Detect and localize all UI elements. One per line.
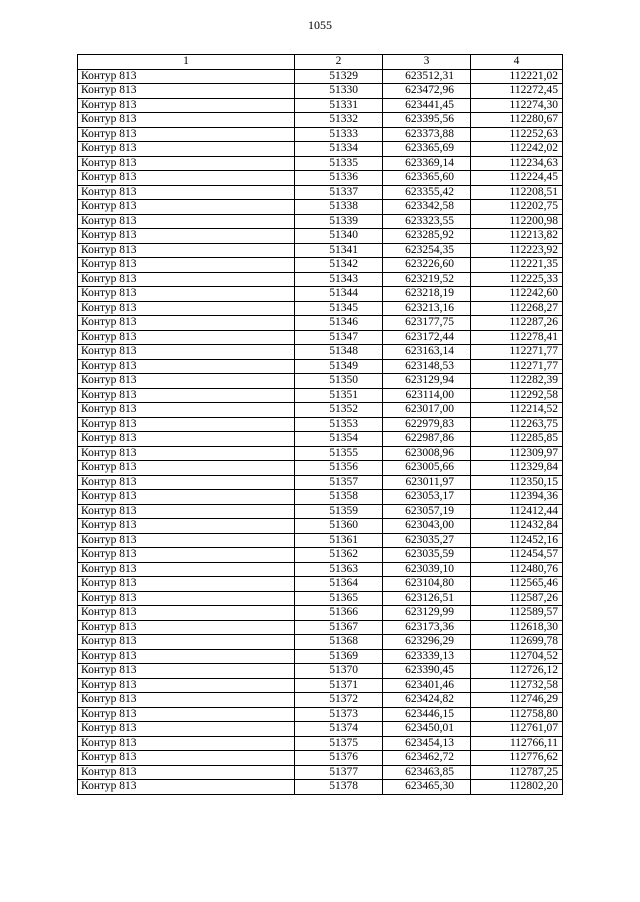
point-number-cell: 51340 [295,229,383,244]
x-coordinate-cell: 623035,27 [383,533,471,548]
x-coordinate-cell: 623254,35 [383,243,471,258]
table-row [78,562,563,577]
point-number-cell: 51350 [295,374,383,389]
y-coordinate-cell: 112271,77 [471,359,563,374]
point-number-cell: 51369 [295,649,383,664]
y-coordinate-cell: 112587,26 [471,591,563,606]
point-number-cell: 51360 [295,519,383,534]
table-row [78,548,563,563]
contour-name-cell: Контур 813 [78,446,295,461]
x-coordinate-cell: 623472,96 [383,84,471,99]
y-coordinate-cell: 112224,45 [471,171,563,186]
contour-name-cell: Контур 813 [78,359,295,374]
y-coordinate-cell: 112726,12 [471,664,563,679]
y-coordinate-cell: 112412,44 [471,504,563,519]
contour-name-cell: Контур 813 [78,214,295,229]
x-coordinate-cell: 623008,96 [383,446,471,461]
contour-name-cell: Контур 813 [78,113,295,128]
y-coordinate-cell: 112766,11 [471,736,563,751]
x-coordinate-cell: 623390,45 [383,664,471,679]
table-row [78,243,563,258]
table-row [78,185,563,200]
contour-name-cell: Контур 813 [78,693,295,708]
point-number-cell: 51372 [295,693,383,708]
table-row [78,316,563,331]
table-row [78,330,563,345]
table-row [78,287,563,302]
point-number-cell: 51339 [295,214,383,229]
contour-name-cell: Контур 813 [78,432,295,447]
table-row [78,171,563,186]
x-coordinate-cell: 623126,51 [383,591,471,606]
x-coordinate-cell: 623177,75 [383,316,471,331]
point-number-cell: 51336 [295,171,383,186]
contour-name-cell: Контур 813 [78,388,295,403]
contour-name-cell: Контур 813 [78,156,295,171]
contour-name-cell: Контур 813 [78,98,295,113]
x-coordinate-cell: 623163,14 [383,345,471,360]
point-number-cell: 51330 [295,84,383,99]
y-coordinate-cell: 112272,45 [471,84,563,99]
contour-name-cell: Контур 813 [78,374,295,389]
contour-name-cell: Контур 813 [78,649,295,664]
x-coordinate-cell: 622987,86 [383,432,471,447]
y-coordinate-cell: 112234,63 [471,156,563,171]
point-number-cell: 51373 [295,707,383,722]
point-number-cell: 51364 [295,577,383,592]
point-number-cell: 51335 [295,156,383,171]
point-number-cell: 51342 [295,258,383,273]
point-number-cell: 51357 [295,475,383,490]
x-coordinate-cell: 623057,19 [383,504,471,519]
x-coordinate-cell: 623462,72 [383,751,471,766]
x-coordinate-cell: 623104,80 [383,577,471,592]
point-number-cell: 51337 [295,185,383,200]
y-coordinate-cell: 112221,35 [471,258,563,273]
y-coordinate-cell: 112761,07 [471,722,563,737]
contour-name-cell: Контур 813 [78,417,295,432]
x-coordinate-cell: 623129,99 [383,606,471,621]
y-coordinate-cell: 112292,58 [471,388,563,403]
point-number-cell: 51349 [295,359,383,374]
y-coordinate-cell: 112285,85 [471,432,563,447]
x-coordinate-cell: 623148,53 [383,359,471,374]
table-row [78,388,563,403]
table-row [78,229,563,244]
contour-name-cell: Контур 813 [78,490,295,505]
y-coordinate-cell: 112394,36 [471,490,563,505]
table-row [78,736,563,751]
point-number-cell: 51378 [295,780,383,795]
table-row [78,272,563,287]
table-row [78,678,563,693]
point-number-cell: 51348 [295,345,383,360]
x-coordinate-cell: 623043,00 [383,519,471,534]
point-number-cell: 51371 [295,678,383,693]
table-row [78,214,563,229]
table-body [78,69,563,794]
contour-name-cell: Контур 813 [78,475,295,490]
y-coordinate-cell: 112268,27 [471,301,563,316]
page-number: 1055 [308,18,332,32]
y-coordinate-cell: 112221,02 [471,69,563,84]
table-row [78,403,563,418]
contour-name-cell: Контур 813 [78,142,295,157]
contour-name-cell: Контур 813 [78,635,295,650]
y-coordinate-cell: 112282,39 [471,374,563,389]
table-row [78,577,563,592]
contour-name-cell: Контур 813 [78,664,295,679]
y-coordinate-cell: 112618,30 [471,620,563,635]
y-coordinate-cell: 112274,30 [471,98,563,113]
x-coordinate-cell: 623219,52 [383,272,471,287]
table-row [78,258,563,273]
y-coordinate-cell: 112329,84 [471,461,563,476]
x-coordinate-cell: 623365,60 [383,171,471,186]
point-number-cell: 51353 [295,417,383,432]
y-coordinate-cell: 112704,52 [471,649,563,664]
contour-name-cell: Контур 813 [78,258,295,273]
contour-name-cell: Контур 813 [78,185,295,200]
x-coordinate-cell: 623441,45 [383,98,471,113]
x-coordinate-cell: 623465,30 [383,780,471,795]
x-coordinate-cell: 623365,69 [383,142,471,157]
table-row [78,461,563,476]
y-coordinate-cell: 112280,67 [471,113,563,128]
table-row [78,490,563,505]
point-number-cell: 51366 [295,606,383,621]
y-coordinate-cell: 112214,52 [471,403,563,418]
y-coordinate-cell: 112758,80 [471,707,563,722]
contour-name-cell: Контур 813 [78,330,295,345]
table-row [78,635,563,650]
point-number-cell: 51355 [295,446,383,461]
table-row [78,504,563,519]
point-number-cell: 51352 [295,403,383,418]
y-coordinate-cell: 112480,76 [471,562,563,577]
contour-name-cell: Контур 813 [78,272,295,287]
point-number-cell: 51370 [295,664,383,679]
contour-name-cell: Контур 813 [78,200,295,215]
contour-name-cell: Контур 813 [78,533,295,548]
table-header-row [78,55,563,70]
point-number-cell: 51345 [295,301,383,316]
x-coordinate-cell: 623218,19 [383,287,471,302]
x-coordinate-cell: 623512,31 [383,69,471,84]
table-row [78,693,563,708]
x-coordinate-cell: 623369,14 [383,156,471,171]
y-coordinate-cell: 112271,77 [471,345,563,360]
y-coordinate-cell: 112225,33 [471,272,563,287]
contour-name-cell: Контур 813 [78,780,295,795]
contour-name-cell: Контур 813 [78,301,295,316]
y-coordinate-cell: 112200,98 [471,214,563,229]
x-coordinate-cell: 623395,56 [383,113,471,128]
header-col-1: 1 [78,55,295,70]
x-coordinate-cell: 623226,60 [383,258,471,273]
point-number-cell: 51362 [295,548,383,563]
point-number-cell: 51363 [295,562,383,577]
y-coordinate-cell: 112565,46 [471,577,563,592]
x-coordinate-cell: 623355,42 [383,185,471,200]
contour-name-cell: Контур 813 [78,504,295,519]
table-row [78,620,563,635]
x-coordinate-cell: 623114,00 [383,388,471,403]
x-coordinate-cell: 623172,44 [383,330,471,345]
table-row [78,765,563,780]
header-col-2: 2 [295,55,383,70]
x-coordinate-cell: 623401,46 [383,678,471,693]
contour-name-cell: Контур 813 [78,519,295,534]
y-coordinate-cell: 112454,57 [471,548,563,563]
table-row [78,156,563,171]
contour-name-cell: Контур 813 [78,548,295,563]
point-number-cell: 51343 [295,272,383,287]
contour-name-cell: Контур 813 [78,765,295,780]
table-row [78,519,563,534]
contour-name-cell: Контур 813 [78,751,295,766]
table-row [78,780,563,795]
y-coordinate-cell: 112802,20 [471,780,563,795]
point-number-cell: 51375 [295,736,383,751]
x-coordinate-cell: 623373,88 [383,127,471,142]
y-coordinate-cell: 112202,75 [471,200,563,215]
table-row [78,200,563,215]
x-coordinate-cell: 623005,66 [383,461,471,476]
x-coordinate-cell: 623296,29 [383,635,471,650]
x-coordinate-cell: 622979,83 [383,417,471,432]
table-row [78,127,563,142]
table-row [78,359,563,374]
point-number-cell: 51333 [295,127,383,142]
contour-name-cell: Контур 813 [78,606,295,621]
contour-name-cell: Контур 813 [78,84,295,99]
header-col-3: 3 [383,55,471,70]
y-coordinate-cell: 112746,29 [471,693,563,708]
table-row [78,417,563,432]
point-number-cell: 51341 [295,243,383,258]
y-coordinate-cell: 112208,51 [471,185,563,200]
y-coordinate-cell: 112252,63 [471,127,563,142]
y-coordinate-cell: 112787,25 [471,765,563,780]
contour-name-cell: Контур 813 [78,736,295,751]
table-row [78,606,563,621]
x-coordinate-cell: 623339,13 [383,649,471,664]
table-row [78,649,563,664]
contour-name-cell: Контур 813 [78,722,295,737]
point-number-cell: 51344 [295,287,383,302]
x-coordinate-cell: 623011,97 [383,475,471,490]
point-number-cell: 51358 [295,490,383,505]
contour-name-cell: Контур 813 [78,707,295,722]
point-number-cell: 51338 [295,200,383,215]
y-coordinate-cell: 112242,60 [471,287,563,302]
contour-name-cell: Контур 813 [78,127,295,142]
point-number-cell: 51356 [295,461,383,476]
point-number-cell: 51354 [295,432,383,447]
contour-name-cell: Контур 813 [78,69,295,84]
point-number-cell: 51332 [295,113,383,128]
contour-name-cell: Контур 813 [78,243,295,258]
y-coordinate-cell: 112432,84 [471,519,563,534]
x-coordinate-cell: 623035,59 [383,548,471,563]
table-row [78,301,563,316]
coordinates-table [77,54,563,795]
x-coordinate-cell: 623454,13 [383,736,471,751]
table-row [78,664,563,679]
table-row [78,722,563,737]
x-coordinate-cell: 623129,94 [383,374,471,389]
point-number-cell: 51361 [295,533,383,548]
y-coordinate-cell: 112263,75 [471,417,563,432]
x-coordinate-cell: 623446,15 [383,707,471,722]
point-number-cell: 51368 [295,635,383,650]
point-number-cell: 51365 [295,591,383,606]
y-coordinate-cell: 112350,15 [471,475,563,490]
point-number-cell: 51334 [295,142,383,157]
y-coordinate-cell: 112309,97 [471,446,563,461]
y-coordinate-cell: 112223,92 [471,243,563,258]
point-number-cell: 51346 [295,316,383,331]
contour-name-cell: Контур 813 [78,287,295,302]
table-row [78,113,563,128]
contour-name-cell: Контур 813 [78,461,295,476]
x-coordinate-cell: 623463,85 [383,765,471,780]
x-coordinate-cell: 623342,58 [383,200,471,215]
contour-name-cell: Контур 813 [78,171,295,186]
point-number-cell: 51329 [295,69,383,84]
contour-name-cell: Контур 813 [78,229,295,244]
point-number-cell: 51351 [295,388,383,403]
table-row [78,374,563,389]
table-row [78,475,563,490]
table-row [78,345,563,360]
contour-name-cell: Контур 813 [78,620,295,635]
x-coordinate-cell: 623213,16 [383,301,471,316]
x-coordinate-cell: 623450,01 [383,722,471,737]
table-row [78,446,563,461]
y-coordinate-cell: 112776,62 [471,751,563,766]
y-coordinate-cell: 112452,16 [471,533,563,548]
contour-name-cell: Контур 813 [78,591,295,606]
y-coordinate-cell: 112699,78 [471,635,563,650]
y-coordinate-cell: 112213,82 [471,229,563,244]
table-row [78,142,563,157]
contour-name-cell: Контур 813 [78,316,295,331]
table-row [78,69,563,84]
table-header [78,55,563,70]
contour-name-cell: Контур 813 [78,577,295,592]
contour-name-cell: Контур 813 [78,562,295,577]
table-row [78,432,563,447]
x-coordinate-cell: 623039,10 [383,562,471,577]
table-row [78,84,563,99]
y-coordinate-cell: 112732,58 [471,678,563,693]
y-coordinate-cell: 112589,57 [471,606,563,621]
y-coordinate-cell: 112278,41 [471,330,563,345]
x-coordinate-cell: 623053,17 [383,490,471,505]
x-coordinate-cell: 623424,82 [383,693,471,708]
contour-name-cell: Контур 813 [78,678,295,693]
point-number-cell: 51367 [295,620,383,635]
point-number-cell: 51374 [295,722,383,737]
contour-name-cell: Контур 813 [78,403,295,418]
point-number-cell: 51376 [295,751,383,766]
header-col-4: 4 [471,55,563,70]
table-row [78,751,563,766]
y-coordinate-cell: 112242,02 [471,142,563,157]
table-row [78,591,563,606]
x-coordinate-cell: 623017,00 [383,403,471,418]
table-row [78,98,563,113]
point-number-cell: 51359 [295,504,383,519]
point-number-cell: 51377 [295,765,383,780]
contour-name-cell: Контур 813 [78,345,295,360]
x-coordinate-cell: 623285,92 [383,229,471,244]
table-row [78,707,563,722]
x-coordinate-cell: 623173,36 [383,620,471,635]
x-coordinate-cell: 623323,55 [383,214,471,229]
point-number-cell: 51331 [295,98,383,113]
point-number-cell: 51347 [295,330,383,345]
y-coordinate-cell: 112287,26 [471,316,563,331]
table-row [78,533,563,548]
